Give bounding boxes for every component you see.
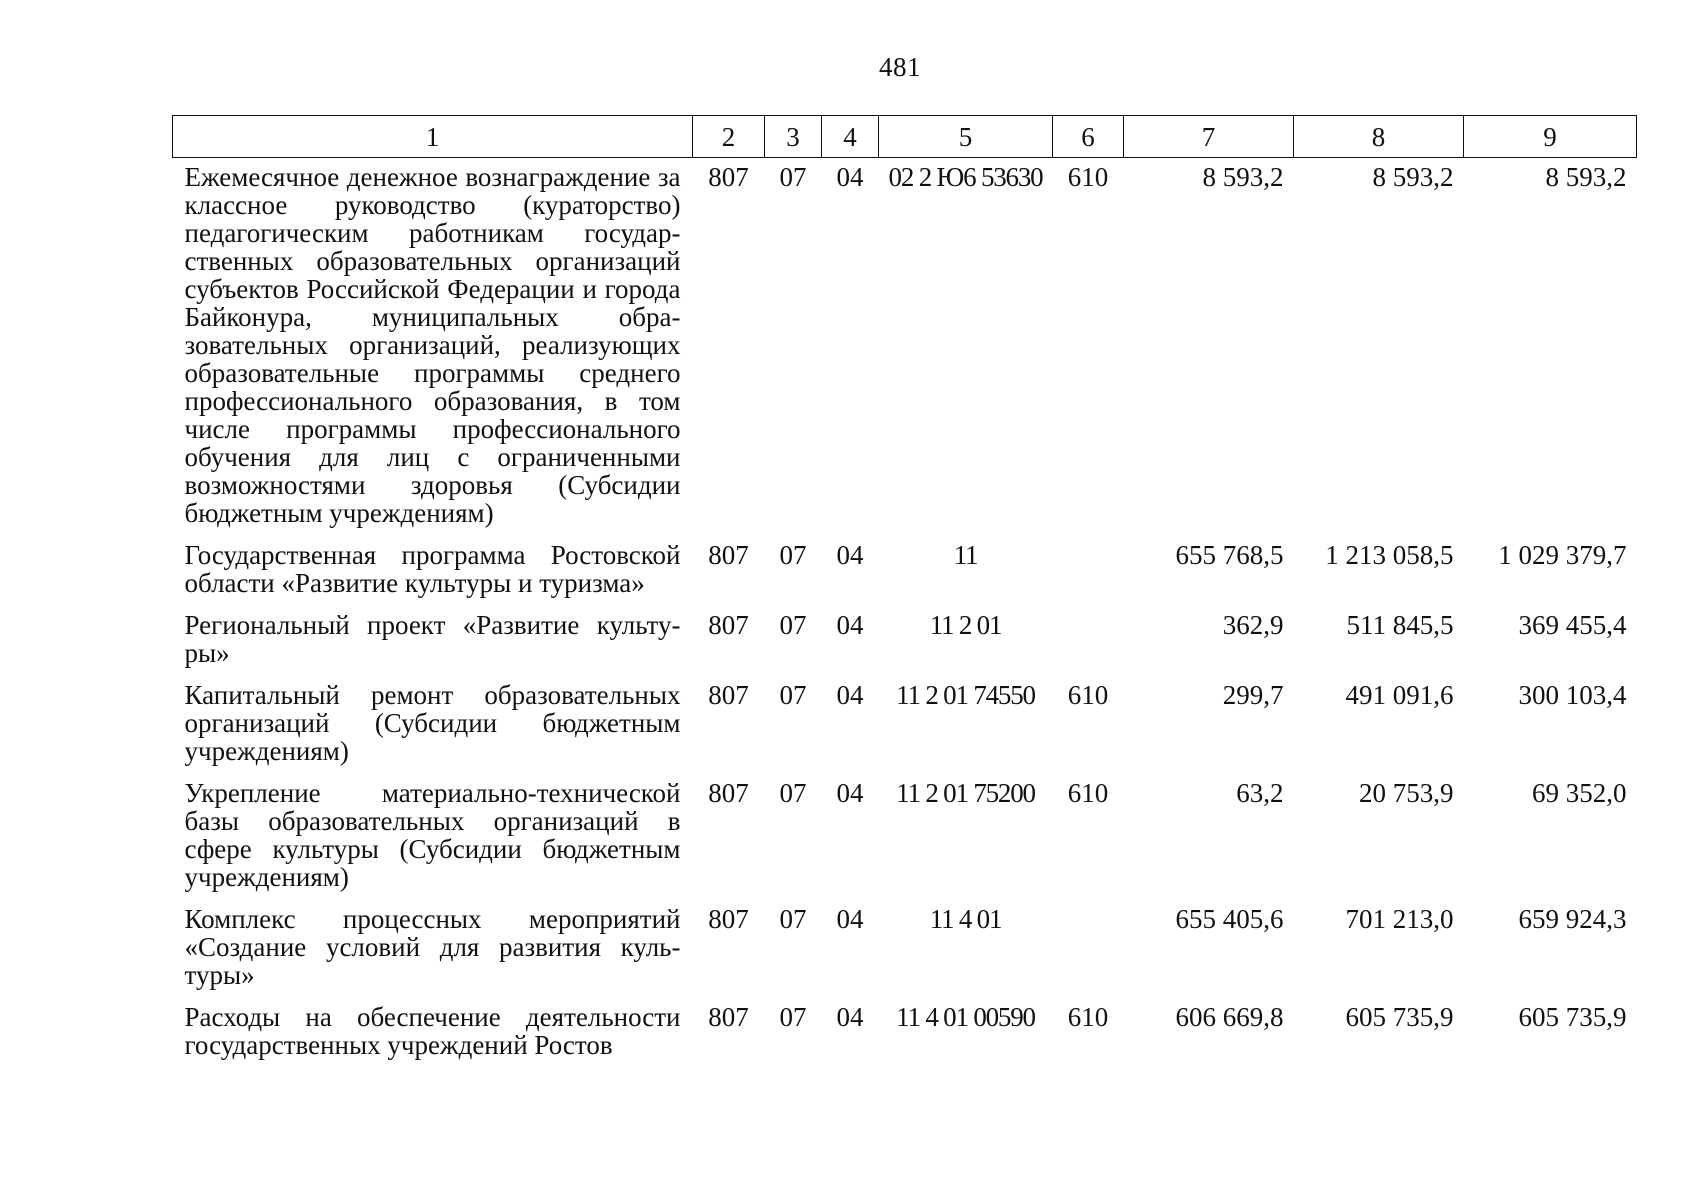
- row-value-9: 69 352,0: [1532, 778, 1627, 808]
- row-value-9: 369 455,4: [1518, 610, 1627, 640]
- row-name: Укрепление материально-технической базы образовательных организаций в сфере культуры (Субсидии бюджетным учреждениям): [184, 778, 681, 892]
- row-vr: 610: [1067, 162, 1109, 192]
- row-vr: [1053, 603, 1124, 673]
- row-value-7: 655 405,6: [1175, 904, 1284, 934]
- row-rz: 07: [779, 680, 807, 710]
- row-name: Расходы на обеспечение деятельности государственных учреждений Ростов: [184, 1002, 681, 1060]
- row-name: Комплекс процессных мероприятий «Создание условий для развития культуры»: [184, 904, 681, 990]
- budget-table: [172, 115, 1637, 1065]
- row-pr: 04: [836, 610, 864, 640]
- row-value-8: 8 593,2: [1372, 162, 1454, 192]
- row-value-7: 606 669,8: [1175, 1002, 1284, 1032]
- row-value-7: 8 593,2: [1202, 162, 1284, 192]
- header-col-2: 2: [693, 116, 765, 158]
- row-csr: 11: [953, 540, 978, 570]
- table-row: [173, 533, 1637, 603]
- row-csr: 11 2 01 75200: [896, 778, 1035, 808]
- row-csr: 11 4 01 00590: [896, 1002, 1035, 1032]
- row-vr: 610: [1067, 778, 1109, 808]
- row-rz: 07: [779, 540, 807, 570]
- row-name: Региональный проект «Развитие культуры»: [184, 610, 681, 668]
- header-col-3: 3: [765, 116, 822, 158]
- row-rz: 07: [779, 778, 807, 808]
- table-row: [173, 995, 1637, 1065]
- header-col-8: 8: [1294, 116, 1464, 158]
- row-value-8: 605 735,9: [1345, 1002, 1454, 1032]
- row-value-8: 701 213,0: [1345, 904, 1454, 934]
- row-vr: [1053, 533, 1124, 603]
- row-rz: 07: [779, 904, 807, 934]
- row-rz: 07: [779, 162, 807, 192]
- row-vr: 610: [1067, 680, 1109, 710]
- row-pr: 04: [836, 778, 864, 808]
- row-rz: 07: [779, 1002, 807, 1032]
- row-value-7: 362,9: [1222, 610, 1284, 640]
- row-grbs: 807: [708, 778, 749, 808]
- header-col-6: 6: [1053, 116, 1124, 158]
- row-value-9: 300 103,4: [1518, 680, 1627, 710]
- row-name: Государственная программа Ростовской области «Развитие культуры и туризма»: [184, 540, 681, 598]
- row-grbs: 807: [708, 162, 749, 192]
- row-name: Капитальный ремонт образовательных организаций (Субсидии бюджетным учреждениям): [184, 680, 681, 766]
- row-csr: 11 4 01: [929, 904, 1002, 934]
- row-grbs: 807: [708, 680, 749, 710]
- row-value-7: 655 768,5: [1175, 540, 1284, 570]
- table-row: [173, 603, 1637, 673]
- row-value-9: 8 593,2: [1545, 162, 1627, 192]
- page-number: 481: [879, 52, 921, 82]
- row-value-8: 20 753,9: [1359, 778, 1454, 808]
- table-row: [173, 158, 1637, 534]
- row-grbs: 807: [708, 540, 749, 570]
- row-grbs: 807: [708, 1002, 749, 1032]
- row-csr: 02 2 Ю6 53630: [888, 162, 1043, 192]
- row-name: Ежемесячное денежное вознаграждение за классное руководство (кураторство) педагогическим работникам государственных образовательных организаций субъектов Российской Федерации и города Байконура, муниципальных образовательных организаций, реализующих образовательные программы среднего профессионального образования, в том числе программы профессионального обучения для лиц с ограниченными возможностями здоровья (Субсидии бюджетным учреждениям): [184, 162, 681, 528]
- row-value-7: 63,2: [1236, 778, 1284, 808]
- header-col-7: 7: [1124, 116, 1294, 158]
- row-pr: 04: [836, 680, 864, 710]
- row-value-9: 659 924,3: [1518, 904, 1627, 934]
- row-vr: [1053, 897, 1124, 995]
- row-vr: 610: [1067, 1002, 1109, 1032]
- row-value-9: 1 029 379,7: [1498, 540, 1627, 570]
- row-value-8: 491 091,6: [1345, 680, 1454, 710]
- row-grbs: 807: [708, 610, 749, 640]
- row-value-8: 511 845,5: [1346, 610, 1454, 640]
- table-row: [173, 771, 1637, 897]
- header-col-4: 4: [822, 116, 879, 158]
- header-col-1: 1: [173, 116, 693, 158]
- row-pr: 04: [836, 540, 864, 570]
- row-value-7: 299,7: [1222, 680, 1284, 710]
- row-csr: 11 2 01: [929, 610, 1002, 640]
- row-rz: 07: [779, 610, 807, 640]
- row-grbs: 807: [708, 904, 749, 934]
- row-pr: 04: [836, 904, 864, 934]
- header-col-9: 9: [1464, 116, 1637, 158]
- table-row: [173, 897, 1637, 995]
- row-value-9: 605 735,9: [1518, 1002, 1627, 1032]
- row-pr: 04: [836, 1002, 864, 1032]
- row-value-8: 1 213 058,5: [1325, 540, 1454, 570]
- row-pr: 04: [836, 162, 864, 192]
- table-row: [173, 673, 1637, 771]
- header-col-5: 5: [879, 116, 1053, 158]
- row-csr: 11 2 01 74550: [896, 680, 1035, 710]
- header-row: [173, 116, 1637, 158]
